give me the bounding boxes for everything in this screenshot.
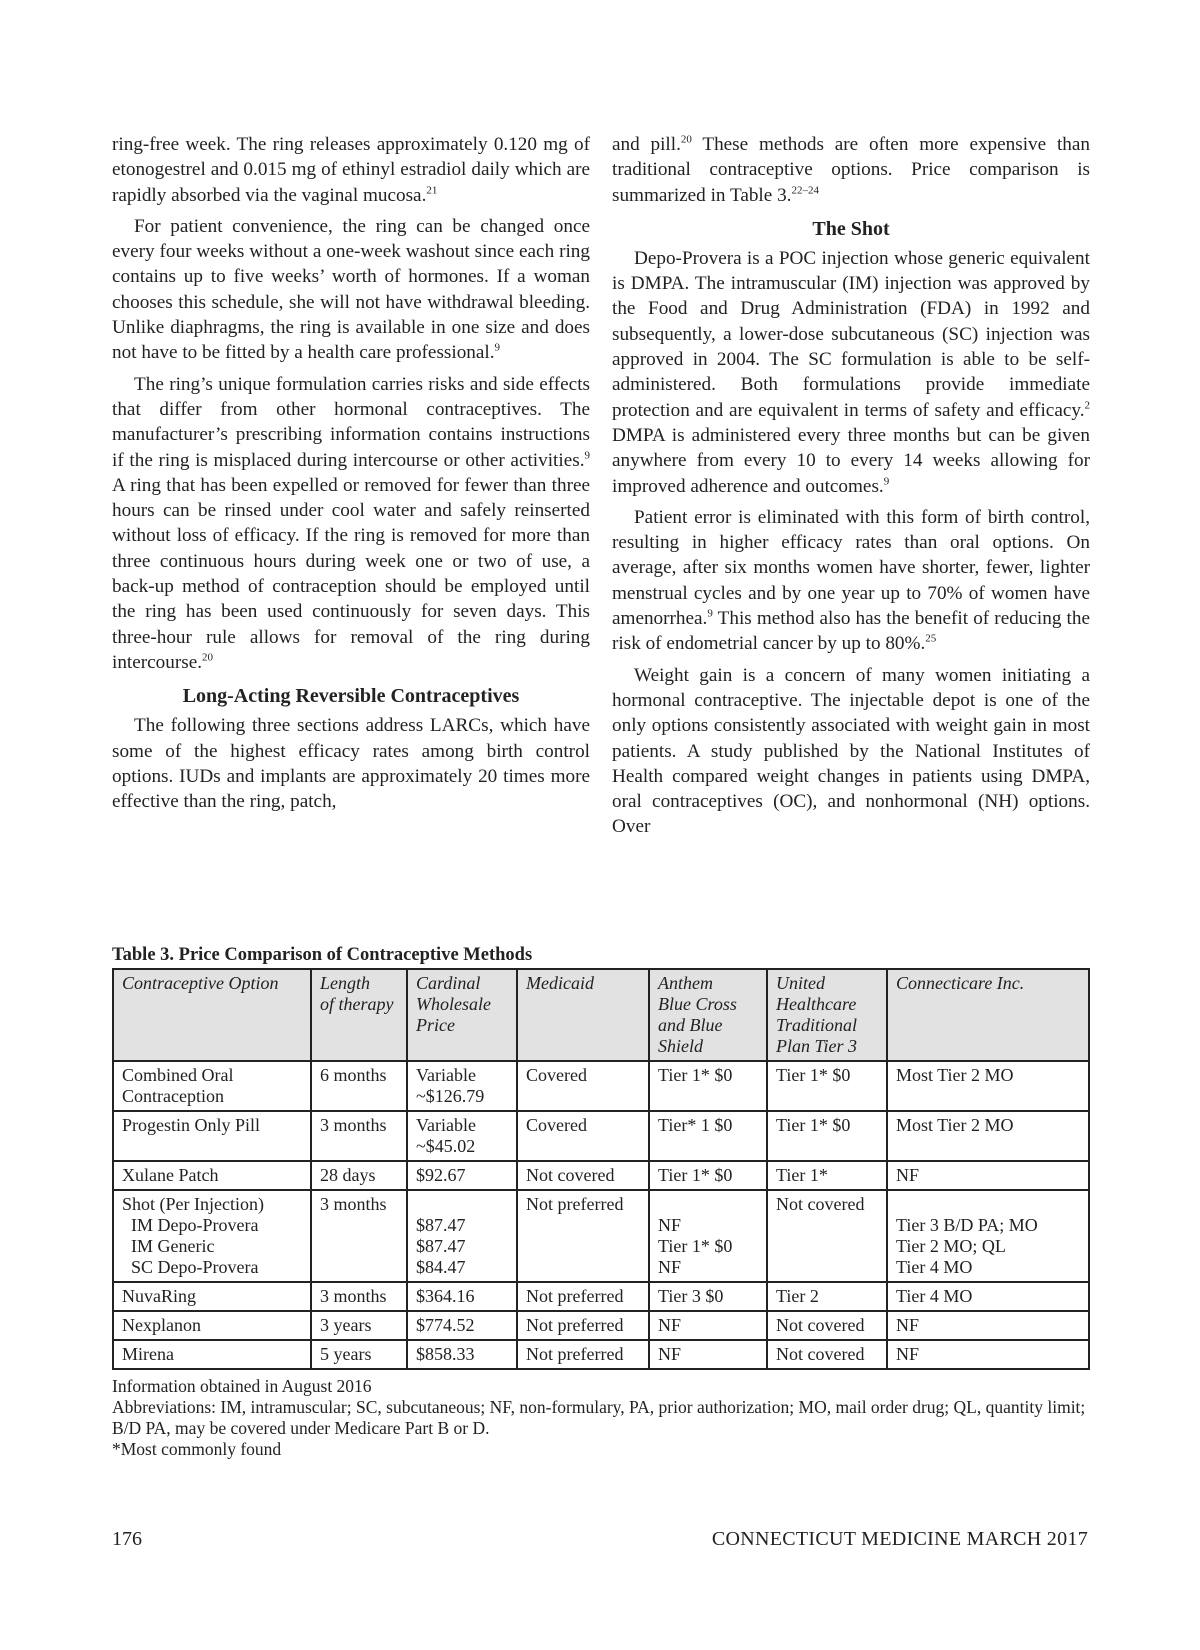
- column-header: Cardinal Wholesale Price: [407, 969, 517, 1061]
- citation-ref: 22–24: [791, 184, 819, 197]
- column-header: Connecticare Inc.: [887, 969, 1089, 1061]
- table-cell: Tier* 1 $0: [649, 1111, 767, 1161]
- table-row: [113, 1190, 1089, 1282]
- table-cell: Covered: [517, 1111, 649, 1161]
- table-cell: $87.47 $87.47 $84.47: [407, 1190, 517, 1282]
- table-cell: 28 days: [311, 1161, 407, 1190]
- table-cell: $858.33: [407, 1340, 517, 1369]
- table-cell: NF Tier 1* $0 NF: [649, 1190, 767, 1282]
- table-cell: Tier 2: [767, 1282, 887, 1311]
- table-note: Abbreviations: IM, intramuscular; SC, subcutaneous; NF, non-formulary, PA, prior authorization; MO, mail order drug; QL, quantity limit; B/D PA, may be covered under Medicare Part B or D.: [112, 1397, 1086, 1438]
- table-cell: Not covered: [767, 1190, 887, 1282]
- table-cell: NuvaRing: [113, 1282, 311, 1311]
- citation-ref: 2: [1084, 399, 1090, 412]
- table-cell: Shot (Per Injection) IM Depo-Provera IM Generic SC Depo-Provera: [113, 1190, 311, 1282]
- table-cell: Most Tier 2 MO: [887, 1111, 1089, 1161]
- paragraph: ring-free week. The ring releases approximately 0.120 mg of etonogestrel and 0.015 mg of ethinyl estradiol daily which are rapidly absorbed via the vaginal mucosa.$^{21}$: [112, 134, 590, 206]
- table-row: [113, 1161, 1089, 1190]
- table-cell: Not preferred: [517, 1340, 649, 1369]
- table-row: [113, 1061, 1089, 1111]
- table-cell: Tier 1* $0: [649, 1161, 767, 1190]
- column-header: Length of therapy: [311, 969, 407, 1061]
- table-cell: 6 months: [311, 1061, 407, 1111]
- table-cell: Xulane Patch: [113, 1161, 311, 1190]
- citation-ref: 9: [584, 449, 590, 462]
- table-cell: NF: [887, 1161, 1089, 1190]
- price-comparison-table: [112, 968, 1090, 1370]
- table-cell: Not covered: [517, 1161, 649, 1190]
- citation-ref: 9: [494, 341, 501, 354]
- table-cell: Covered: [517, 1061, 649, 1111]
- paragraph: The ring’s unique formulation carries risks and side effects that differ from other hormonal contraceptives. The manufacturer’s prescribing information contains instructions if the ring is misplaced during intercourse or other activities.$^9$ A ring that has been expelled or removed for fewer than three hours can be rinsed under cool water and safely reinserted without loss of efficacy. If the ring is removed for more than three continuous hours during week one or two of use, a back-up method of contraception should be employed until the ring has been used continuously for seven days. This three-hour rule allows for removal of the ring during intercourse.$^{20}$: [112, 373, 590, 673]
- column-header: Medicaid: [517, 969, 649, 1061]
- table-note: Information obtained in August 2016: [112, 1376, 372, 1396]
- section-heading: The Shot: [812, 217, 890, 240]
- table-cell: Not covered: [767, 1311, 887, 1340]
- left-column: [112, 132, 590, 820]
- paragraph: For patient convenience, the ring can be changed once every four weeks without a one-week washout since each ring contains up to five weeks’ worth of hormones. If a woman chooses this schedule, she will not have withdrawal bleeding. Unlike diaphragms, the ring is available in one size and does not have to be fitted by a health care professional.$^9$: [112, 215, 590, 364]
- table-cell: Nexplanon: [113, 1311, 311, 1340]
- table-row: [113, 1340, 1089, 1369]
- table-row: [113, 1311, 1089, 1340]
- citation-ref: 9: [883, 475, 890, 488]
- price-comparison-table-block: [112, 944, 1088, 1460]
- table-cell: Combined Oral Contraception: [113, 1061, 311, 1111]
- table-cell: Not preferred: [517, 1190, 649, 1282]
- table-cell: Tier 1*: [767, 1161, 887, 1190]
- column-header: Anthem Blue Cross and Blue Shield: [649, 969, 767, 1061]
- table-cell: Tier 1* $0: [767, 1061, 887, 1111]
- table-header-row: [113, 969, 1089, 1061]
- table-cell: Not preferred: [517, 1282, 649, 1311]
- table-row: [113, 1111, 1089, 1161]
- paragraph: The following three sections address LARCs, which have some of the highest efficacy rates among birth control options. IUDs and implants are approximately 20 times more effective than the ring, patch,: [112, 715, 590, 813]
- journal-footer: CONNECTICUT MEDICINE MARCH 2017: [711, 1528, 1088, 1550]
- page-number: 176: [112, 1528, 142, 1550]
- column-header: Contraceptive Option: [113, 969, 311, 1061]
- table-cell: 3 months: [311, 1282, 407, 1311]
- citation-ref: 9: [707, 607, 713, 620]
- table-cell: $364.16: [407, 1282, 517, 1311]
- table-cell: Not preferred: [517, 1311, 649, 1340]
- table-note: *Most commonly found: [112, 1439, 282, 1459]
- table-cell: Tier 1* $0: [649, 1061, 767, 1111]
- table-cell: Variable ~$126.79: [407, 1061, 517, 1111]
- table-cell: 3 months: [311, 1111, 407, 1161]
- right-column: [612, 132, 1090, 846]
- table-cell: Tier 3 B/D PA; MO Tier 2 MO; QL Tier 4 MO: [887, 1190, 1089, 1282]
- column-header: United Healthcare Traditional Plan Tier 3: [767, 969, 887, 1061]
- table-cell: Mirena: [113, 1340, 311, 1369]
- table-cell: NF: [649, 1311, 767, 1340]
- table-cell: NF: [887, 1311, 1089, 1340]
- citation-ref: 20: [680, 133, 692, 146]
- table-cell: 3 years: [311, 1311, 407, 1340]
- citation-ref: 20: [202, 651, 214, 664]
- paragraph: and pill.$^{20}$ These methods are often more expensive than traditional contraceptive options. Price comparison is summarized in Table 3.$^{22-24}$: [612, 133, 1090, 206]
- table-cell: Variable ~$45.02: [407, 1111, 517, 1161]
- table-cell: Most Tier 2 MO: [887, 1061, 1089, 1111]
- table-cell: 5 years: [311, 1340, 407, 1369]
- table-row: [113, 1282, 1089, 1311]
- paragraph: Depo-Provera is a POC injection whose generic equivalent is DMPA. The intramuscular (IM) injection was approved by the Food and Drug Administration (FDA) in 1992 and subsequently, a lower-dose subcutaneous (SC) injection was approved in 2004. The SC formulation is able to be self-administered. Both formulations provide immediate protection and are equivalent in terms of safety and efficacy.$^2$ DMPA is administered every three months but can be given anywhere from every 10 to every 14 weeks allowing for improved adherence and outcomes.$^9$: [612, 247, 1090, 497]
- paragraph: Weight gain is a concern of many women initiating a hormonal contraceptive. The injectable depot is one of the only options consistently associated with weight gain in most patients. A study published by the National Institutes of Health compared weight changes in patients using DMPA, oral contraceptives (OC), and nonhormonal (NH) options. Over: [612, 664, 1090, 838]
- table-notes: [112, 1376, 1088, 1460]
- table-cell: NF: [887, 1340, 1089, 1369]
- table-cell: $92.67: [407, 1161, 517, 1190]
- table-cell: Progestin Only Pill: [113, 1111, 311, 1161]
- citation-ref: 25: [925, 632, 937, 645]
- table-cell: Tier 3 $0: [649, 1282, 767, 1311]
- citation-ref: 21: [426, 184, 438, 197]
- table-title: Table 3. Price Comparison of Contraceptive Methods: [112, 945, 533, 965]
- section-heading: Long-Acting Reversible Contraceptives: [182, 685, 520, 708]
- table-cell: Tier 4 MO: [887, 1282, 1089, 1311]
- table-cell: Tier 1* $0: [767, 1111, 887, 1161]
- table-body: [113, 1061, 1089, 1369]
- table-cell: $774.52: [407, 1311, 517, 1340]
- table-cell: NF: [649, 1340, 767, 1369]
- table-cell: 3 months: [311, 1190, 407, 1282]
- table-cell: Not covered: [767, 1340, 887, 1369]
- paragraph: Patient error is eliminated with this form of birth control, resulting in higher efficacy rates than oral options. On average, after six months women have shorter, fewer, lighter menstrual cycles and by one year up to 70% of women have amenorrhea.$^9$ This method also has the benefit of reducing the risk of endometrial cancer by up to 80%.$^{25}$: [612, 506, 1090, 655]
